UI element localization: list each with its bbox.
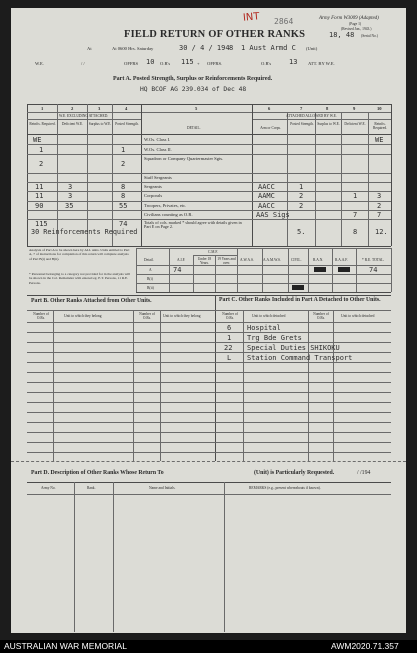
attached-allowed-header: ATTACHED ALLOWED BY W.E. [286, 114, 337, 118]
analysis-header-raaf: R.A.A.F. [335, 258, 348, 262]
part-d-header-name: Name and Initials. [149, 486, 176, 490]
part-c-row-1-num: 6 [227, 324, 232, 332]
part-c-header-num-2: Number of O.Rs. [313, 312, 329, 320]
detail-sergeants: Sergeants [144, 184, 162, 189]
detail-corporals: Corporals [144, 193, 163, 198]
part-d-title: Part D. Description of Other Ranks Whose Return To [31, 470, 164, 476]
we-date-slash: / / [81, 61, 85, 66]
we-ors-label: O.R's [160, 61, 171, 66]
detail-wo-class-2: W.Os. Class II. [144, 147, 172, 152]
analysis-header-cmf: C.M.F. [208, 250, 218, 254]
analysis-row-a-total: 74 [369, 266, 378, 274]
detail-sqn-qm-sgts: Squadron or Company Quartermaster Sgts. [144, 156, 224, 161]
analysis-header-re: * R.E. [362, 258, 372, 262]
detail-staff-sergeants: Staff Sergeants [144, 175, 172, 180]
header-att-surplus: Surplus to W.E. [317, 122, 340, 126]
part-c-row-2-unit: Trg Bde Grets [247, 334, 302, 342]
col-number-6: 6 [268, 106, 271, 111]
col-number-9: 9 [353, 106, 356, 111]
part-d-header-remarks: REMARKS (e.g., present whereabouts if known). [249, 486, 321, 490]
analysis-row-bi-label: B(i) [147, 277, 153, 281]
col-number-3: 3 [98, 106, 101, 111]
part-c-row-4-num: L [227, 354, 232, 362]
row-wo2-posted: 1 [121, 146, 126, 154]
row-sgt-posted: 8 [121, 183, 126, 191]
header-posted-strength: Posted Strength. [115, 122, 139, 126]
analysis-header-total: TOTAL. [372, 258, 385, 262]
header-att-deficient: Deficient W.E. [344, 122, 366, 126]
totals-att-deficient: 8 [353, 228, 358, 236]
totals-posted: 74 [119, 220, 128, 228]
redaction-mark-raaf [338, 267, 350, 272]
revised-label: (Revised Jan., 1943.) [341, 27, 372, 31]
part-c-row-1-unit: Hospital [247, 324, 281, 332]
col-number-8: 8 [326, 106, 329, 111]
row-sgt-att-posted: 1 [299, 183, 304, 191]
part-d-header-rank: Rank. [87, 486, 96, 490]
detail-troopers: Troopers, Privates, etc. [144, 203, 187, 208]
part-b-header-num-2: Number of O.Rs. [139, 312, 155, 320]
footer-accession-number: AWM2020.71.357 [331, 641, 399, 651]
row-cpl-att-deficient: 1 [353, 192, 358, 200]
col-number-2: 2 [71, 106, 74, 111]
row-tpr-reinfts: 90 [35, 202, 44, 210]
analysis-header-aamws: A.A.M.W.S. [263, 258, 281, 262]
part-d-date: / /194 [357, 470, 371, 476]
part-c-title: Part C. Other Ranks Included in Part A Detached to Other Units. [219, 297, 381, 303]
totals-att-reinfts: 12. [375, 228, 388, 236]
at-time-prefix: At 0600 Hrs. Saturday [112, 46, 154, 51]
we-excluding-attached-header: W.E. EXCLUDING ATTACHED. [59, 114, 109, 118]
part-d-unit-requested: (Unit) is Particularly Requested. [254, 470, 335, 476]
serial-label: (Serial No.) [361, 34, 378, 38]
archive-footer [0, 640, 417, 653]
form-page [11, 8, 406, 633]
return-year-digit: 8 [229, 44, 234, 52]
row-wo2-reinfts: 1 [39, 146, 44, 154]
part-b-header-unit-2: Unit to which they belong [163, 314, 201, 318]
col-number-7: 7 [300, 106, 303, 111]
row-tpr-arm: AACC [258, 202, 275, 210]
we-plus: + [197, 61, 200, 66]
row-wo1-att-reinfts: WE [375, 136, 384, 144]
analysis-header-aif: A.I.F. [177, 258, 186, 262]
part-a-title: Part A. Posted Strength, Surplus or Reinforcements Required. [113, 76, 273, 82]
part-c-header-num-1: Number of O.Rs. [222, 312, 238, 320]
serial-number: 18, 48 [329, 31, 355, 39]
we-att-value: 13 [289, 58, 298, 66]
row-tpr-posted: 55 [119, 202, 128, 210]
at-label: At [87, 46, 92, 51]
analysis-header-ran: R.A.N. [313, 258, 324, 262]
row-tpr-att-posted: 2 [299, 202, 304, 210]
header-reinfts-required: Reinfts. Required. [29, 122, 56, 126]
form-title: FIELD RETURN OF OTHER RANKS [124, 29, 306, 40]
detail-wo-class-1: W.Os. Class I. [144, 137, 171, 142]
col-number-10: 10 [377, 106, 382, 111]
footer-institution: AUSTRALIAN WAR MEMORIAL [4, 641, 127, 651]
part-b-header-unit-1: Unit to which they belong [64, 314, 102, 318]
col-number-1: 1 [41, 106, 44, 111]
analysis-instructions: Analysis of Part A to be shown here by ALL units. Units entitled to Part A, 7 of instructions for completion of this return will complete analysis of Part B(i) and B(ii). [29, 248, 130, 261]
unit-name: 1 Aust Armd C [241, 44, 296, 52]
analysis-row-a-aif: 74 [173, 266, 182, 274]
analysis-header-under-18: Under 18 Years. [197, 257, 212, 265]
we-offrs-value: 10 [146, 58, 155, 66]
row-sgt-deficient: 3 [68, 183, 73, 191]
row-sgt-reinfts: 11 [35, 183, 44, 191]
we-offrs-label: OFFRS [124, 61, 139, 66]
army-form-label: Army Form W3009 (Adapted) [319, 16, 379, 21]
return-date: 30 / 4 / 194 [179, 44, 230, 52]
header-att-reinfts: Reinfts. Required. [372, 122, 388, 130]
analysis-footnote: * Personnel belonging to a category not provided for in the analysis will be shown in the Col. Remainder with entered eg. E.T. Persons, 11 R.E. Persons. [29, 272, 131, 285]
part-c-header-unit-2: Unit to which detached [341, 314, 375, 318]
analysis-header-detail: Detail. [144, 258, 154, 262]
row-sgt-arm: AACC [258, 183, 275, 191]
part-c-row-3-num: 22 [224, 344, 233, 352]
part-b-header-num-1: Number of O.Rs. [33, 312, 49, 320]
row-cpl-att-posted: 2 [299, 192, 304, 200]
header-detail: DETAIL. [187, 126, 201, 130]
header-att-posted-strength: Posted Strength. [290, 122, 314, 126]
row-cpl-reinfts: 11 [35, 192, 44, 200]
analysis-row-a-label: A [149, 268, 152, 272]
totals-att-posted: 5. [297, 228, 306, 236]
perforation-line [11, 461, 406, 462]
we-label: W.E. [35, 61, 45, 66]
analysis-header-awas: A.W.A.S. [240, 258, 254, 262]
redaction-mark-civil [292, 285, 304, 290]
row-civ-att-reinfts: 7 [377, 211, 382, 219]
header-deficient-we: Deficient W.E. [61, 122, 84, 126]
row-cpl-posted: 8 [121, 192, 126, 200]
handwritten-int-mark: INT [242, 11, 260, 24]
redaction-mark-ran [314, 267, 326, 272]
we-offrs2-label: OFFRS. [207, 61, 223, 66]
analysis-row-bii-label: B(ii) [147, 286, 154, 290]
part-c-row-3-unit: Special Duties SHIKOKU [247, 344, 340, 352]
part-c-header-unit-1: Unit to which detached [252, 314, 286, 318]
totals-reinfts: 115 [35, 220, 48, 228]
header-surplus-we: Surplus to W.E. [88, 122, 112, 126]
detail-civilians: Civilians counting as O.R. [144, 212, 193, 217]
row-wo1-reinfts: WE [33, 136, 42, 144]
stamp-number: 2864 [274, 17, 294, 26]
detail-totals-note: Totals of cols. marked * should agree with details given in Part E on Page 2. [144, 220, 242, 230]
header-arm-or-corps: Arm or Corps. [260, 126, 281, 130]
page-label: (Page 1) [349, 22, 362, 26]
part-c-row-2-num: 1 [227, 334, 232, 342]
row-civ-arm: AAS Sigs [256, 211, 290, 219]
analysis-header-civil: CIVIL. [291, 258, 302, 262]
row-sqmq-reinfts: 2 [39, 160, 44, 168]
row-cpl-arm: AAMC [258, 192, 275, 200]
row-civ-att-deficient: 7 [353, 211, 358, 219]
we-ors-value: 115 [181, 58, 194, 66]
col-number-4: 4 [125, 106, 128, 111]
we-att-label: ATT. BY W.E. [308, 61, 335, 66]
row-cpl-att-reinfts: 3 [377, 192, 382, 200]
row-tpr-att-reinfts: 2 [377, 202, 382, 210]
row-tpr-deficient: 35 [65, 202, 74, 210]
part-b-title: Part B. Other Ranks Attached from Other Units. [31, 298, 152, 304]
row-sqmq-posted: 2 [121, 160, 126, 168]
row-cpl-deficient: 3 [68, 192, 73, 200]
col-number-5: 5 [195, 106, 198, 111]
unit-label: (Unit) [306, 46, 318, 51]
analysis-header-19-over: 19 Years and over. [217, 257, 236, 265]
authority-reference: HQ BCOF AG 239.034 of Dec 48 [140, 86, 247, 93]
part-c-row-4-unit: Station Command Transport [247, 354, 353, 362]
we-ors2-label: O.R's [261, 61, 272, 66]
part-d-header-army-no: Army No. [41, 486, 56, 490]
reinforcements-required-note: 30 Reinforcements Required [31, 228, 138, 236]
